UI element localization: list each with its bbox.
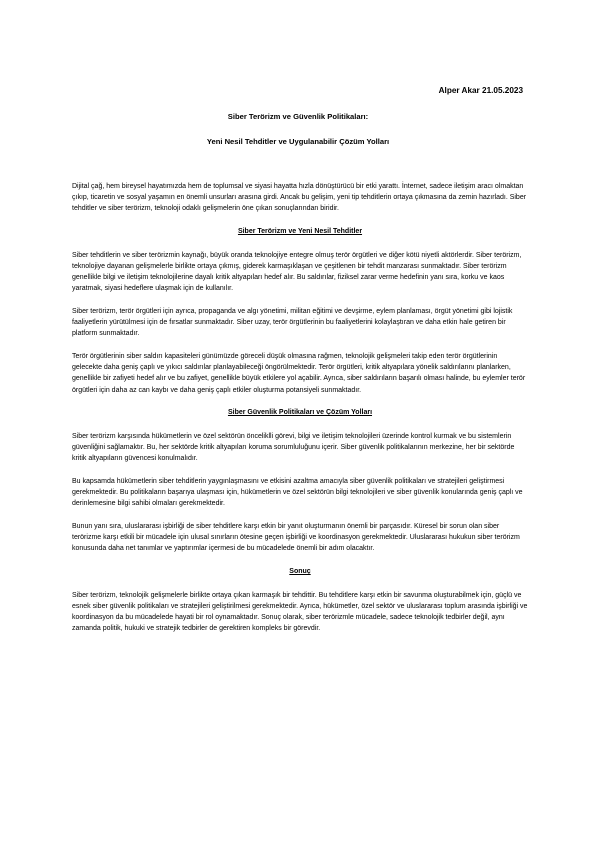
document-body	[72, 181, 528, 634]
section-heading-conclusion: Sonuç	[289, 568, 311, 576]
paragraph: Terör örgütlerinin siber saldırı kapasiteleri günümüzde göreceli düşük olmasına rağmen, teknolojik gelişmeleri takip eden terör örgütlerinin gelecekte daha geniş çaplı ve yıkıcı saldırılar planlayabileceği öngörülmektedir. Terör örgütleri, kritik altyapılara yönelik saldırılarını planlarken, genellikle bir zafiyeti hedef alır ve bu zafiyet, genellikle büyük etkilere yol açabilir. Ayrıca, siber saldırıların başarılı olması halinde, bu eylemler terör örgütleri için daha az can kaybı ve daha geniş çaplı etkiler oluşturma potansiyeli sunmaktadır.	[72, 353, 526, 394]
paragraph: Siber terörizm karşısında hükümetlerin ve özel sektörün önceliklli görevi, bilgi ve iletişim teknolojileri üzerinde kontrol kurmak ve bu sistemlerin güvenliğini sağlamaktır. Bu, her sektörde kritik altyapıları koruma sorumluluğunu içerir. Siber güvenlik politikalarının merkezine, her bir sektörde kritik altyapıların güvencesi konulmalıdır.	[72, 432, 515, 463]
paragraph: Bu kapsamda hükümetlerin siber tehditlerin yaygınlaşmasını ve etkisini azaltma amacıyla siber güvenlik politikaları ve stratejileri geliştirmesi gerekmektedir. Bu politikaların başarıya ulaşması için, hükümetlerin ve özel sektörün bilgi teknolojileri ve siber güvenlik konularında geniş çaplı ve derinlemesine bilgi sahibi olmaları gerekmektedir.	[72, 477, 523, 508]
section-heading-policies: Siber Güvenlik Politikaları ve Çözüm Yolları	[227, 409, 373, 417]
paragraph: Siber tehditlerin ve siber terörizmin kaynağı, büyük oranda teknolojiye entegre olmuş terör örgütleri ve diğer kötü niyetli aktörlerdir. Siber terörizm, teknolojiye dayanan gelişmelerle birlikte ortaya çıkmış, giderek karmaşıklaşan ve çeşitlenen bir tehdit manzarası sunmaktadır. Siber terörizm genellikle bilgi ve iletişim teknolojilerine dayalı kritik altyapıları hedef alır. Bu saldırılar, fiziksel zarar verme hedefinin yanı sıra, korku ve kaos yaratmak, siyasi hedeflere ulaşmak için de kullanılır.	[72, 251, 522, 293]
paragraph: Siber terörizm, terör örgütleri için ayrıca, propaganda ve algı yönetimi, militan eğitimi ve devşirme, eylem planlaması, örgüt yönetimi gibi lojistik faaliyetlerin yürütülmesi için de fırsatlar sunmaktadır. Siber uzay, terör örgütlerinin bu faaliyetlerini kolaylaştıran ve daha etkin hale getiren bir platform sunmaktadır.	[72, 307, 513, 338]
conclusion-paragraph: Siber terörizm, teknolojik gelişmelerle birlikte ortaya çıkan karmaşık bir tehdittir. Bu tehditlere karşı etkin bir savunma oluşturabilmek için, güçlü ve esnek siber güvenlik politikaları ve stratejileri geliştirilmesi gerekmektedir. Ayrıca, hükümetler, özel sektör ve uluslararası toplum arasında işbirliği ve koordinasyon da bu mücadelede hayati bir rol oynamaktadır. Sonuç olarak, siber terörizmle mücadele, sadece teknolojik tedbirler değil, aynı zamanda politik, hukuki ve stratejik tedbirler de gerektiren kompleks bir görevdir.	[72, 591, 528, 633]
intro-paragraph: Dijital çağ, hem bireysel hayatımızda hem de toplumsal ve siyasi hayatta hızla dönüştürücü bir etki yarattı. İnternet, sadece iletişim aracı olmaktan çıkıp, ticaretin ve sosyal yaşamın en önemli unsurları arasına girdi. Ancak bu gelişim, yeni tip tehditlerin ortaya çıkmasına da zemin hazırladı. Siber tehditler ve siber terörizm, teknoloji odaklı gelişmelerin öne çıkan sonuçlarından biridir.	[72, 183, 527, 213]
author-date: Alper Akar 21.05.2023	[438, 86, 523, 95]
paragraph: Bunun yanı sıra, uluslararası işbirliği de siber tehditlere karşı etkin bir yanıt oluşturmanın önemli bir parçasıdır. Küresel bir sorun olan siber terörizme karşı etkili bir mücadele için ulusal sınırların ötesine geçen işbirliği ve koordinasyon gerekmektedir. Uluslararası hukukun siber terörizm konusunda daha net tanımlar ve yaptırımlar içermesi de bu mücadelede önemli bir adım olacaktır.	[72, 523, 520, 553]
document-title: Siber Terörizm ve Güvenlik Politikaları:	[227, 112, 369, 121]
document-subtitle: Yeni Nesil Tehditler ve Uygulanabilir Çözüm Yolları	[206, 137, 390, 146]
section-heading-threats: Siber Terörizm ve Yeni Nesil Tehditler	[237, 228, 363, 236]
